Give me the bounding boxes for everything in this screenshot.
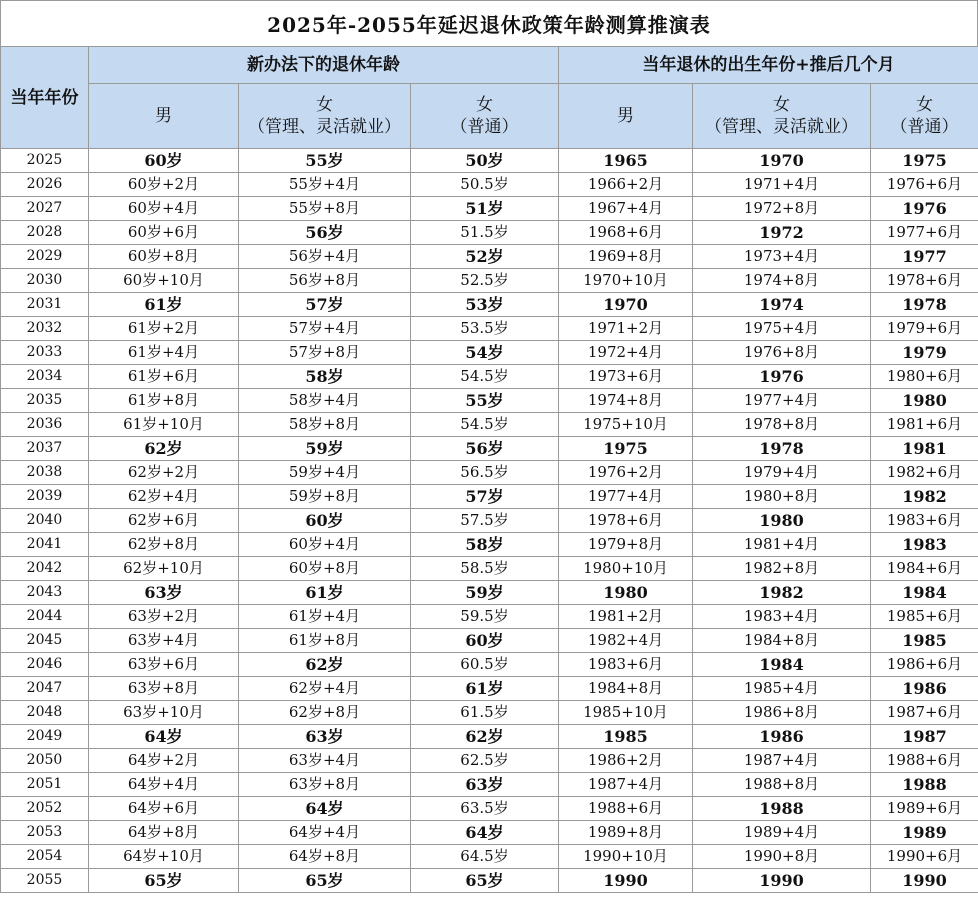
cell-age-female-general: 58.5岁 bbox=[411, 557, 559, 581]
cell-year: 2046 bbox=[1, 653, 89, 677]
table-row bbox=[1, 293, 978, 317]
cell-birth-female-general: 1980+6月 bbox=[871, 365, 978, 389]
cell-age-female-general: 62.5岁 bbox=[411, 749, 559, 773]
cell-age-female-management: 64岁+4月 bbox=[239, 821, 411, 845]
cell-birth-female-general: 1976+6月 bbox=[871, 173, 978, 197]
cell-birth-female-management: 1971+4月 bbox=[693, 173, 871, 197]
table-row bbox=[1, 197, 978, 221]
table-row bbox=[1, 461, 978, 485]
cell-birth-male: 1979+8月 bbox=[559, 533, 693, 557]
cell-age-male: 64岁 bbox=[89, 725, 239, 749]
cell-age-female-general: 65岁 bbox=[411, 869, 559, 893]
cell-age-female-general: 54.5岁 bbox=[411, 413, 559, 437]
table-row bbox=[1, 749, 978, 773]
cell-year: 2044 bbox=[1, 605, 89, 629]
cell-birth-female-general: 1978+6月 bbox=[871, 269, 978, 293]
header-year: 当年年份 bbox=[1, 47, 89, 149]
table-row bbox=[1, 821, 978, 845]
cell-birth-female-management: 1978+8月 bbox=[693, 413, 871, 437]
cell-birth-male: 1976+2月 bbox=[559, 461, 693, 485]
cell-age-female-general: 56.5岁 bbox=[411, 461, 559, 485]
cell-birth-female-management: 1985+4月 bbox=[693, 677, 871, 701]
cell-age-female-management: 61岁+4月 bbox=[239, 605, 411, 629]
cell-age-female-management: 62岁+8月 bbox=[239, 701, 411, 725]
cell-age-female-general: 51.5岁 bbox=[411, 221, 559, 245]
cell-age-female-management: 55岁 bbox=[239, 149, 411, 173]
cell-age-female-management: 63岁+4月 bbox=[239, 749, 411, 773]
cell-age-male: 61岁+10月 bbox=[89, 413, 239, 437]
cell-year: 2035 bbox=[1, 389, 89, 413]
cell-age-male: 62岁+2月 bbox=[89, 461, 239, 485]
table-row bbox=[1, 605, 978, 629]
cell-birth-female-general: 1977+6月 bbox=[871, 221, 978, 245]
cell-year: 2036 bbox=[1, 413, 89, 437]
cell-age-male: 63岁+2月 bbox=[89, 605, 239, 629]
cell-year: 2055 bbox=[1, 869, 89, 893]
cell-year: 2043 bbox=[1, 581, 89, 605]
table-row bbox=[1, 773, 978, 797]
cell-year: 2047 bbox=[1, 677, 89, 701]
cell-age-female-management: 56岁+4月 bbox=[239, 245, 411, 269]
cell-age-female-management: 58岁+8月 bbox=[239, 413, 411, 437]
cell-birth-female-general: 1978 bbox=[871, 293, 978, 317]
cell-year: 2048 bbox=[1, 701, 89, 725]
cell-birth-male: 1971+2月 bbox=[559, 317, 693, 341]
cell-birth-female-management: 1979+4月 bbox=[693, 461, 871, 485]
cell-age-female-general: 60岁 bbox=[411, 629, 559, 653]
cell-year: 2026 bbox=[1, 173, 89, 197]
cell-year: 2038 bbox=[1, 461, 89, 485]
table-row bbox=[1, 629, 978, 653]
cell-age-female-management: 58岁 bbox=[239, 365, 411, 389]
cell-birth-female-management: 1976 bbox=[693, 365, 871, 389]
cell-age-female-general: 53岁 bbox=[411, 293, 559, 317]
cell-age-female-general: 62岁 bbox=[411, 725, 559, 749]
cell-birth-female-management: 1982 bbox=[693, 581, 871, 605]
cell-birth-female-general: 1990+6月 bbox=[871, 845, 978, 869]
cell-age-female-management: 57岁+8月 bbox=[239, 341, 411, 365]
cell-birth-female-general: 1979 bbox=[871, 341, 978, 365]
cell-birth-male: 1983+6月 bbox=[559, 653, 693, 677]
cell-age-female-management: 57岁 bbox=[239, 293, 411, 317]
cell-age-male: 64岁+10月 bbox=[89, 845, 239, 869]
cell-age-male: 63岁+10月 bbox=[89, 701, 239, 725]
cell-age-female-management: 60岁+4月 bbox=[239, 533, 411, 557]
cell-birth-male: 1990 bbox=[559, 869, 693, 893]
cell-birth-female-general: 1980 bbox=[871, 389, 978, 413]
cell-year: 2054 bbox=[1, 845, 89, 869]
header-age-female-management: 女 （管理、灵活就业） bbox=[239, 84, 411, 149]
cell-age-female-general: 54岁 bbox=[411, 341, 559, 365]
table-row bbox=[1, 533, 978, 557]
cell-birth-female-management: 1983+4月 bbox=[693, 605, 871, 629]
cell-birth-female-management: 1970 bbox=[693, 149, 871, 173]
cell-age-female-general: 56岁 bbox=[411, 437, 559, 461]
table-row bbox=[1, 581, 978, 605]
cell-birth-male: 1988+6月 bbox=[559, 797, 693, 821]
header-age-male: 男 bbox=[89, 84, 239, 149]
cell-birth-male: 1982+4月 bbox=[559, 629, 693, 653]
cell-birth-female-general: 1987+6月 bbox=[871, 701, 978, 725]
cell-age-female-management: 59岁+4月 bbox=[239, 461, 411, 485]
cell-age-male: 60岁+6月 bbox=[89, 221, 239, 245]
table-row bbox=[1, 485, 978, 509]
cell-age-female-management: 55岁+4月 bbox=[239, 173, 411, 197]
cell-age-female-general: 60.5岁 bbox=[411, 653, 559, 677]
cell-birth-female-general: 1988+6月 bbox=[871, 749, 978, 773]
cell-age-female-general: 58岁 bbox=[411, 533, 559, 557]
cell-year: 2039 bbox=[1, 485, 89, 509]
cell-age-female-management: 63岁+8月 bbox=[239, 773, 411, 797]
table-row bbox=[1, 269, 978, 293]
table-row bbox=[1, 173, 978, 197]
cell-age-female-general: 61岁 bbox=[411, 677, 559, 701]
cell-age-female-management: 59岁 bbox=[239, 437, 411, 461]
cell-birth-male: 1973+6月 bbox=[559, 365, 693, 389]
table-row bbox=[1, 797, 978, 821]
cell-birth-female-management: 1984+8月 bbox=[693, 629, 871, 653]
cell-birth-male: 1975+10月 bbox=[559, 413, 693, 437]
cell-birth-male: 1986+2月 bbox=[559, 749, 693, 773]
cell-birth-female-management: 1987+4月 bbox=[693, 749, 871, 773]
cell-age-female-management: 63岁 bbox=[239, 725, 411, 749]
cell-age-female-general: 63岁 bbox=[411, 773, 559, 797]
cell-birth-female-general: 1986+6月 bbox=[871, 653, 978, 677]
cell-age-female-general: 64岁 bbox=[411, 821, 559, 845]
cell-age-female-management: 62岁+4月 bbox=[239, 677, 411, 701]
table-row bbox=[1, 389, 978, 413]
cell-birth-male: 1974+8月 bbox=[559, 389, 693, 413]
cell-birth-female-general: 1982 bbox=[871, 485, 978, 509]
cell-year: 2050 bbox=[1, 749, 89, 773]
cell-birth-female-general: 1975 bbox=[871, 149, 978, 173]
cell-birth-female-general: 1981 bbox=[871, 437, 978, 461]
cell-year: 2030 bbox=[1, 269, 89, 293]
cell-age-female-general: 59岁 bbox=[411, 581, 559, 605]
cell-birth-female-general: 1979+6月 bbox=[871, 317, 978, 341]
cell-age-male: 62岁+4月 bbox=[89, 485, 239, 509]
cell-year: 2037 bbox=[1, 437, 89, 461]
cell-birth-female-management: 1972+8月 bbox=[693, 197, 871, 221]
cell-age-female-management: 56岁+8月 bbox=[239, 269, 411, 293]
cell-birth-male: 1975 bbox=[559, 437, 693, 461]
cell-birth-male: 1980+10月 bbox=[559, 557, 693, 581]
cell-age-male: 64岁+4月 bbox=[89, 773, 239, 797]
cell-age-male: 62岁+8月 bbox=[89, 533, 239, 557]
cell-birth-female-general: 1984 bbox=[871, 581, 978, 605]
cell-age-female-general: 55岁 bbox=[411, 389, 559, 413]
table-row bbox=[1, 725, 978, 749]
cell-birth-male: 1977+4月 bbox=[559, 485, 693, 509]
cell-birth-female-general: 1982+6月 bbox=[871, 461, 978, 485]
cell-year: 2031 bbox=[1, 293, 89, 317]
table-row bbox=[1, 869, 978, 893]
cell-birth-female-management: 1978 bbox=[693, 437, 871, 461]
cell-age-male: 62岁+10月 bbox=[89, 557, 239, 581]
cell-birth-female-management: 1988 bbox=[693, 797, 871, 821]
cell-birth-female-management: 1973+4月 bbox=[693, 245, 871, 269]
cell-age-male: 65岁 bbox=[89, 869, 239, 893]
cell-age-male: 61岁+6月 bbox=[89, 365, 239, 389]
cell-birth-female-general: 1984+6月 bbox=[871, 557, 978, 581]
cell-birth-male: 1981+2月 bbox=[559, 605, 693, 629]
cell-birth-male: 1990+10月 bbox=[559, 845, 693, 869]
table-row bbox=[1, 221, 978, 245]
cell-age-female-general: 52岁 bbox=[411, 245, 559, 269]
cell-birth-female-management: 1977+4月 bbox=[693, 389, 871, 413]
table-row bbox=[1, 149, 978, 173]
cell-year: 2025 bbox=[1, 149, 89, 173]
cell-age-male: 61岁+2月 bbox=[89, 317, 239, 341]
cell-age-male: 63岁+4月 bbox=[89, 629, 239, 653]
cell-age-female-management: 59岁+8月 bbox=[239, 485, 411, 509]
table-row bbox=[1, 557, 978, 581]
cell-birth-female-general: 1985 bbox=[871, 629, 978, 653]
cell-age-female-general: 61.5岁 bbox=[411, 701, 559, 725]
cell-age-female-management: 65岁 bbox=[239, 869, 411, 893]
cell-age-female-general: 54.5岁 bbox=[411, 365, 559, 389]
cell-age-male: 60岁 bbox=[89, 149, 239, 173]
cell-birth-male: 1980 bbox=[559, 581, 693, 605]
cell-year: 2034 bbox=[1, 365, 89, 389]
cell-age-female-management: 61岁 bbox=[239, 581, 411, 605]
cell-birth-female-management: 1986+8月 bbox=[693, 701, 871, 725]
header-birth-male: 男 bbox=[559, 84, 693, 149]
cell-birth-female-management: 1981+4月 bbox=[693, 533, 871, 557]
cell-age-female-general: 57岁 bbox=[411, 485, 559, 509]
cell-birth-female-general: 1985+6月 bbox=[871, 605, 978, 629]
cell-year: 2029 bbox=[1, 245, 89, 269]
cell-age-male: 63岁 bbox=[89, 581, 239, 605]
cell-age-female-management: 60岁+8月 bbox=[239, 557, 411, 581]
cell-birth-male: 1970+10月 bbox=[559, 269, 693, 293]
cell-year: 2049 bbox=[1, 725, 89, 749]
cell-birth-female-management: 1984 bbox=[693, 653, 871, 677]
cell-birth-female-general: 1983+6月 bbox=[871, 509, 978, 533]
cell-age-female-management: 64岁+8月 bbox=[239, 845, 411, 869]
cell-birth-female-management: 1990+8月 bbox=[693, 845, 871, 869]
cell-age-female-general: 53.5岁 bbox=[411, 317, 559, 341]
table-row bbox=[1, 845, 978, 869]
cell-birth-female-general: 1986 bbox=[871, 677, 978, 701]
cell-birth-female-general: 1989+6月 bbox=[871, 797, 978, 821]
cell-birth-female-management: 1988+8月 bbox=[693, 773, 871, 797]
cell-birth-female-general: 1977 bbox=[871, 245, 978, 269]
header-birth-female-general: 女 （普通） bbox=[871, 84, 978, 149]
header-birth-female-management: 女 （管理、灵活就业） bbox=[693, 84, 871, 149]
cell-year: 2040 bbox=[1, 509, 89, 533]
cell-age-male: 62岁 bbox=[89, 437, 239, 461]
table-row bbox=[1, 317, 978, 341]
cell-birth-female-general: 1976 bbox=[871, 197, 978, 221]
cell-birth-male: 1984+8月 bbox=[559, 677, 693, 701]
table-row bbox=[1, 365, 978, 389]
cell-age-female-management: 56岁 bbox=[239, 221, 411, 245]
retirement-table bbox=[0, 46, 978, 893]
cell-age-female-general: 57.5岁 bbox=[411, 509, 559, 533]
cell-age-male: 63岁+8月 bbox=[89, 677, 239, 701]
table-row bbox=[1, 437, 978, 461]
cell-age-male: 60岁+2月 bbox=[89, 173, 239, 197]
cell-age-female-management: 64岁 bbox=[239, 797, 411, 821]
cell-birth-male: 1987+4月 bbox=[559, 773, 693, 797]
cell-birth-male: 1970 bbox=[559, 293, 693, 317]
header-group-retirement-age: 新办法下的退休年龄 bbox=[89, 47, 559, 84]
cell-year: 2041 bbox=[1, 533, 89, 557]
cell-birth-female-management: 1980+8月 bbox=[693, 485, 871, 509]
cell-age-male: 61岁+4月 bbox=[89, 341, 239, 365]
cell-year: 2053 bbox=[1, 821, 89, 845]
cell-birth-female-management: 1975+4月 bbox=[693, 317, 871, 341]
table-row bbox=[1, 413, 978, 437]
cell-year: 2028 bbox=[1, 221, 89, 245]
cell-birth-female-general: 1987 bbox=[871, 725, 978, 749]
cell-age-female-general: 50.5岁 bbox=[411, 173, 559, 197]
cell-birth-female-management: 1990 bbox=[693, 869, 871, 893]
cell-age-female-general: 50岁 bbox=[411, 149, 559, 173]
cell-age-female-management: 58岁+4月 bbox=[239, 389, 411, 413]
header-group-birth-year: 当年退休的出生年份+推后几个月 bbox=[559, 47, 978, 84]
table-body bbox=[1, 149, 978, 893]
cell-age-male: 61岁+8月 bbox=[89, 389, 239, 413]
cell-year: 2045 bbox=[1, 629, 89, 653]
cell-age-male: 64岁+6月 bbox=[89, 797, 239, 821]
cell-year: 2032 bbox=[1, 317, 89, 341]
table-row bbox=[1, 341, 978, 365]
cell-year: 2042 bbox=[1, 557, 89, 581]
cell-age-male: 60岁+8月 bbox=[89, 245, 239, 269]
cell-age-female-management: 62岁 bbox=[239, 653, 411, 677]
cell-age-female-general: 63.5岁 bbox=[411, 797, 559, 821]
cell-year: 2052 bbox=[1, 797, 89, 821]
cell-birth-male: 1965 bbox=[559, 149, 693, 173]
cell-age-female-management: 61岁+8月 bbox=[239, 629, 411, 653]
cell-age-male: 63岁+6月 bbox=[89, 653, 239, 677]
cell-birth-male: 1967+4月 bbox=[559, 197, 693, 221]
cell-birth-female-general: 1983 bbox=[871, 533, 978, 557]
cell-birth-male: 1985 bbox=[559, 725, 693, 749]
table-row bbox=[1, 245, 978, 269]
table-title: 2025年-2055年延迟退休政策年龄测算推演表 bbox=[0, 0, 978, 46]
cell-birth-male: 1969+8月 bbox=[559, 245, 693, 269]
cell-age-female-management: 57岁+4月 bbox=[239, 317, 411, 341]
cell-birth-male: 1966+2月 bbox=[559, 173, 693, 197]
cell-birth-male: 1968+6月 bbox=[559, 221, 693, 245]
cell-birth-female-management: 1974+8月 bbox=[693, 269, 871, 293]
cell-age-male: 60岁+10月 bbox=[89, 269, 239, 293]
cell-birth-female-general: 1988 bbox=[871, 773, 978, 797]
cell-birth-female-general: 1990 bbox=[871, 869, 978, 893]
cell-age-female-general: 52.5岁 bbox=[411, 269, 559, 293]
table-row bbox=[1, 677, 978, 701]
cell-birth-female-management: 1982+8月 bbox=[693, 557, 871, 581]
cell-birth-female-management: 1974 bbox=[693, 293, 871, 317]
cell-birth-male: 1985+10月 bbox=[559, 701, 693, 725]
cell-birth-female-general: 1981+6月 bbox=[871, 413, 978, 437]
cell-age-female-management: 55岁+8月 bbox=[239, 197, 411, 221]
cell-age-male: 60岁+4月 bbox=[89, 197, 239, 221]
cell-birth-male: 1989+8月 bbox=[559, 821, 693, 845]
cell-birth-male: 1972+4月 bbox=[559, 341, 693, 365]
table-row bbox=[1, 653, 978, 677]
cell-age-male: 64岁+8月 bbox=[89, 821, 239, 845]
cell-year: 2027 bbox=[1, 197, 89, 221]
cell-birth-female-management: 1980 bbox=[693, 509, 871, 533]
cell-year: 2051 bbox=[1, 773, 89, 797]
cell-age-female-general: 64.5岁 bbox=[411, 845, 559, 869]
cell-year: 2033 bbox=[1, 341, 89, 365]
cell-birth-female-management: 1989+4月 bbox=[693, 821, 871, 845]
cell-age-male: 62岁+6月 bbox=[89, 509, 239, 533]
table-row bbox=[1, 701, 978, 725]
cell-birth-female-management: 1972 bbox=[693, 221, 871, 245]
table-row bbox=[1, 509, 978, 533]
cell-age-male: 64岁+2月 bbox=[89, 749, 239, 773]
cell-age-female-general: 59.5岁 bbox=[411, 605, 559, 629]
cell-birth-female-management: 1986 bbox=[693, 725, 871, 749]
cell-birth-female-management: 1976+8月 bbox=[693, 341, 871, 365]
cell-age-female-general: 51岁 bbox=[411, 197, 559, 221]
cell-birth-male: 1978+6月 bbox=[559, 509, 693, 533]
header-age-female-general: 女 （普通） bbox=[411, 84, 559, 149]
cell-age-female-management: 60岁 bbox=[239, 509, 411, 533]
cell-age-male: 61岁 bbox=[89, 293, 239, 317]
cell-birth-female-general: 1989 bbox=[871, 821, 978, 845]
